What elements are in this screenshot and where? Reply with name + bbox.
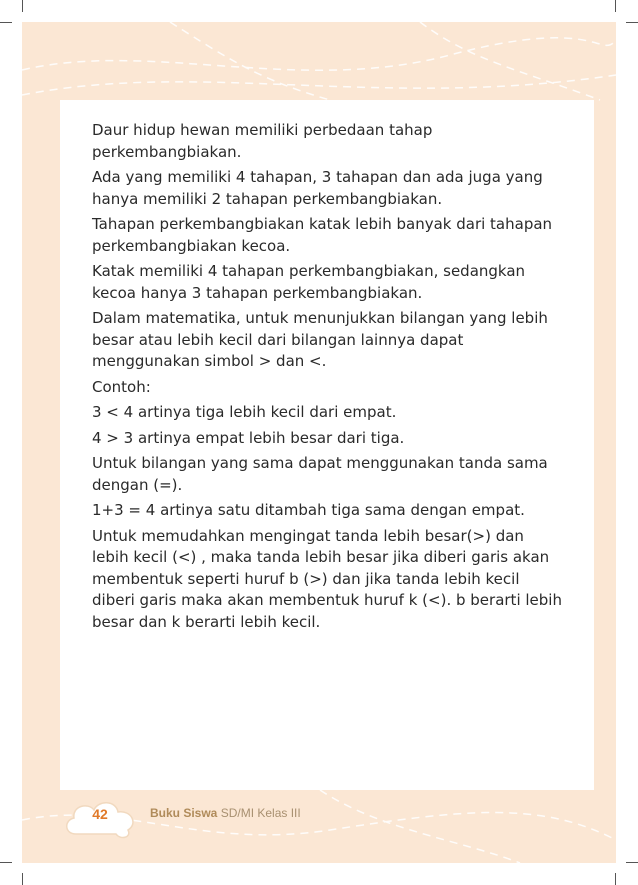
crop-mark xyxy=(615,0,616,12)
paragraph: 3 < 4 artinya tiga lebih kecil dari empat. xyxy=(92,403,397,421)
crop-mark xyxy=(615,873,616,885)
paragraph: Untuk memudahkan mengingat tanda lebih besar(>) dan lebih kecil (<) , maka tanda lebih besar jika diberi garis akan membentuk seperti huruf b (>) dan jika tanda lebih kecil diberi garis maka akan membentuk huruf k (<). b berarti lebih besar dan k berarti lebih kecil. xyxy=(92,526,562,631)
paragraph: 1+3 = 4 artinya satu ditambah tiga sama dengan empat. xyxy=(92,501,525,519)
crop-mark xyxy=(0,862,12,863)
paragraph: 4 > 3 artinya empat lebih besar dari tiga. xyxy=(92,428,405,447)
page-number: 42 xyxy=(92,806,108,822)
crop-mark xyxy=(626,862,638,863)
book-title-rest: SD/MI Kelas III xyxy=(217,806,301,820)
crop-mark xyxy=(22,873,23,885)
crop-mark xyxy=(22,0,23,12)
body-text xyxy=(92,120,562,637)
paragraph: Katak memiliki 4 tahapan perkembangbiakan, sedangkan kecoa hanya 3 tahapan perkembangbiakan. xyxy=(92,262,526,302)
paragraph: Untuk bilangan yang sama dapat menggunakan tanda sama dengan (=). xyxy=(92,454,548,494)
paragraph: Dalam matematika, untuk menunjukkan bilangan yang lebih besar atau lebih kecil dari bilangan lainnya dapat menggunakan simbol > dan <. xyxy=(92,309,548,370)
book-title xyxy=(150,806,301,820)
paragraph: Ada yang memiliki 4 tahapan, 3 tahapan dan ada juga yang hanya memiliki 2 tahapan perkembangbiakan. xyxy=(92,168,543,208)
paragraph: Tahapan perkembangbiakan katak lebih banyak dari tahapan perkembangbiakan kecoa. xyxy=(92,215,553,255)
crop-mark xyxy=(626,22,638,23)
paragraph: Contoh: xyxy=(92,377,151,396)
crop-mark xyxy=(0,22,12,23)
book-title-bold: Buku Siswa xyxy=(150,806,218,820)
paragraph: Daur hidup hewan memiliki perbedaan tahap perkembangbiakan. xyxy=(92,121,433,161)
